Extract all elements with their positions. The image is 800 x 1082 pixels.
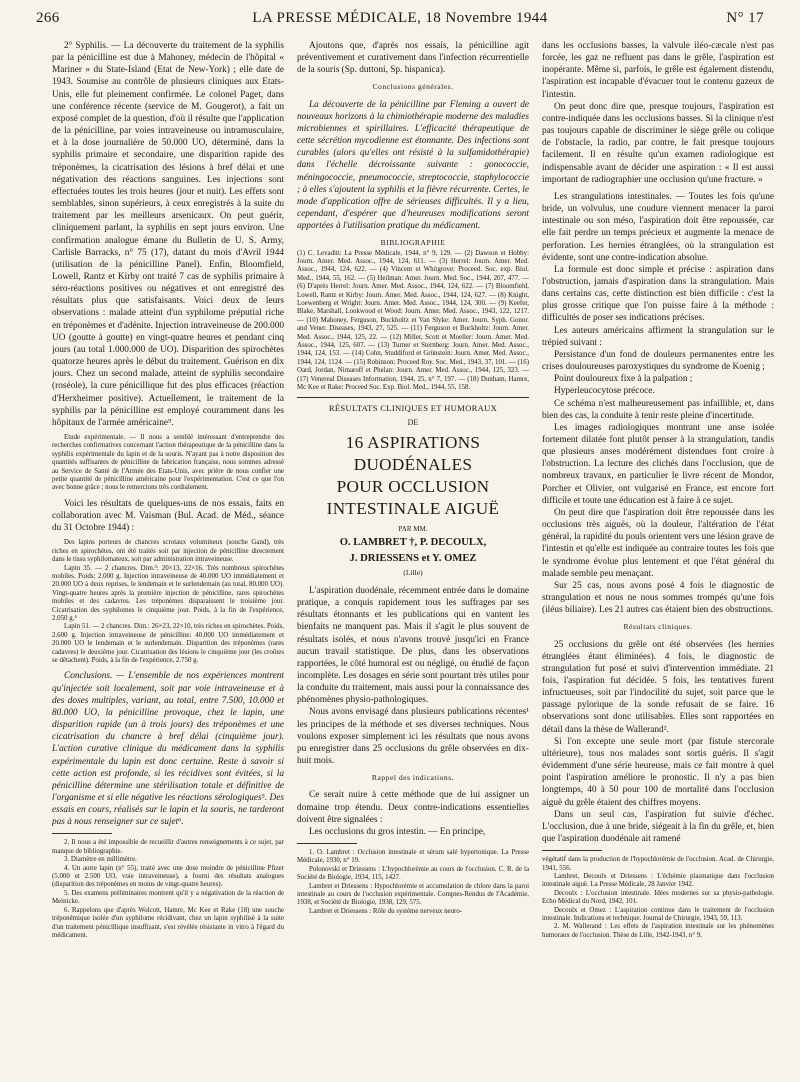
article-location: (Lille) bbox=[403, 567, 423, 577]
article-paragraph: La formule est donc simple et précise : aspiration dans l'obstruction, jamais d'aspiration dans la strangulation. Mais dans certains cas, cette distinction est bien difficile : c'est la plus grosse critique que l'on puisse faire à la méthode : difficultés de poser ses indications précises. bbox=[542, 264, 774, 324]
article-paragraph: Nous avons envisagé dans plusieurs publications récentes¹ les principes de la méthode et ses diverses techniques. Nous voulons exposer simplement ici les résultats que nous avons pu enregistrer dans 25 occlusions du grêle observées en dix-huit mois. bbox=[297, 707, 529, 767]
article-header bbox=[297, 403, 529, 578]
article-paragraph: Les auteurs américains affirment la strangulation sur le trépied suivant : bbox=[542, 325, 774, 348]
footnote: Lambret, Decoulx et Driessens : L'échémie plasmatique dans l'occlusion intestinale aiguë. La Presse Médicale, 28 Janvier 1942. bbox=[542, 872, 774, 889]
article-de: DE bbox=[407, 418, 419, 428]
article-paragraph: Ce serait nuire à cette méthode que de lui assigner un domaine trop étendu. Deux contre-indications essentielles doivent être signalées : bbox=[297, 790, 529, 825]
rabbits-paragraph: Des lapins porteurs de chancres scrotaux volumineux (souche Gand), très riches en spirochètes, ont été traités soit par injection de pénicilline directement dans le tissu syphilomateux, soit par administration intraveineuse. bbox=[52, 539, 284, 564]
article-title-line-2: POUR OCCLUSION bbox=[336, 476, 490, 496]
rabbit-51-paragraph: Lapin 51. — 2 chancres. Dim.: 26×23, 22×10, très riches en spirochètes. Poids, 2.600 g. Injection intraveineuse de pénicilline: 40.000 UO immédiatement et 20.000 UO le lendemain et le surlendemain. Disparition des tréponèmes (rares cadavres) le deuxième jour. Cicatrisation des lésions le cinquième jour (les croûtes se détachent). Poids, à la fin de l'expérience, 2.750 g. bbox=[52, 623, 284, 664]
footnote: 5. Des examens préliminaires montrent qu'il y a négativation de la réaction de Meinicke. bbox=[52, 889, 284, 906]
running-header bbox=[36, 10, 764, 32]
list-item: Point douloureux fixe à la palpation ; bbox=[554, 374, 693, 385]
conclusions-paragraph: Conclusions. — L'ensemble de nos expériences montrent qu'injectée soit localement, soit par voie intraveineuse et à des doses multiples, variant, au total, entre 7.500, 10.000 et 80.000 UO, la pénicilline provoque, chez le lapin, une disparition rapide (un à trois jours) des tréponèmes et une cicatrisation du chancre à bref délai (cinquième jour). L'action curative clinique du médicament dans la syphilis expérimentale du lapin est donc certaine. Reste à savoir si cette action est profonde, si les récidives sont évitées, si la pénicilline détermine une stérilisation totale et définitive de l'organisme et si elle négative les réactions sérologiques⁵. Des essais en cours, réalisés sur le lapin et la souris, ne tarderont pas à nous renseigner sur ce sujet⁶. bbox=[52, 671, 284, 828]
journal-title: LA PRESSE MÉDICALE, 18 Novembre 1944 bbox=[252, 10, 548, 26]
footnote: Decoulx : L'occlusion intestinale. Idées modernes sur sa physio-pathologie. Echo Médical du Nord, 1942, 101. bbox=[542, 889, 774, 906]
issue-number: N° 17 bbox=[726, 10, 764, 26]
article-paragraph: 25 occlusions du grêle ont été observées (les hernies étranglées étant éliminées). 4 fois, le diagnostic de strangulation fut posé et suivi d'intervention immédiate. 21 fois, l'aspiration fut décidée. 5 fois, les tentatives furent infructueuses, soit par l'indocilité du sujet, soit parce que le passage pylorique de la sonde refusait de se faire. 16 observations sont donc utilisables. Elles sont rapportées en détail dans la thèse de Wallerand². bbox=[542, 639, 774, 735]
column-right bbox=[542, 40, 774, 1070]
list-item: Hyperleucocytose précoce. bbox=[554, 386, 655, 397]
footnote: Decoulx et Omez : L'aspiration continue dans le traitement de l'occlusion intestinale. Indications et technique. Journal de Chirurgie, 1943, 59, 113. bbox=[542, 906, 774, 922]
indications-heading: Rappel des indications. bbox=[371, 773, 455, 783]
footnote: 3. Diamètre en millimètre. bbox=[64, 856, 137, 864]
footnote: 2. Il nous a été impossible de recueillir d'autres renseignements à ce sujet, par manque de bibliographie. bbox=[52, 839, 284, 855]
article-paragraph: dans les occlusions basses, la valvule iléo-cæcale n'est pas forcée, les gaz ne refluent pas dans le grêle, l'aspiration est inopérante. Même si, parfois, le grêle est également distendu, l'aspiration est incapable d'évacuer tout le contenu gazeux de l'intestin. bbox=[542, 41, 774, 100]
article-paragraph: L'aspiration duodénale, récemment entrée dans le domaine pratique, a conquis rapidement tous les suffrages par ses résultats étonnants et les publications qui en vantent les bienfaits ne manquent pas. Mais il s'agit le plus souvent de résultats isolés, et nous n'avons trouvé jusqu'ici en France aucun travail statistique. De plus, dans les observations rapportées, le côté humoral est ou négligé, ou étudié de façon incomplète. Les dosages en série sont pourtant très utiles pour la conduite du traitement, mais aussi pour la connaissance des phénomènes physio-pathologiques. bbox=[297, 585, 529, 706]
article-paragraph: Sur 25 cas, nous avons posé 4 fois le diagnostic de strangulation et nous ne nous sommes trompés qu'une fois (iléus biliaire). Les 21 autres cas étaient bien des obstructions. bbox=[542, 580, 774, 616]
general-conclusions-heading: Conclusions générales. bbox=[372, 82, 454, 92]
article-paragraph: On peut donc dire que, presque toujours, l'aspiration est contre-indiquée dans les occlusions basses. Si la clinique n'est pas toujours capable de discriminer le siège grêle ou colique de l'obstacle, la radio, par contre, le fait presque toujours facilement. Il en résulte qu'un examen radiologique est indispensable avant de décider une aspiration : « Il est aussi important de radiographier une occlusion qu'une fracture. » bbox=[542, 101, 774, 185]
page-number: 266 bbox=[36, 10, 60, 26]
article-paragraph: Si l'on excepte une seule mort (par fistule stercorale ultérieure), tous nos malades sont sortis guéris. Il s'agit évidemment d'une série heureuse, mais ce fait montre à quel point l'aspiration améliore le pronostic. Il n'y a pas bien longtemps, 40 à 50 pour 100 de mortalité dans l'occlusion aiguë du grêle étaient des chiffres moyens. bbox=[542, 736, 774, 808]
general-conclusions-text: La découverte de la pénicilline par Fleming a ouvert de nouveaux horizons à la chimiothérapie moderne des maladies microbiennes et spirillaires. L'efficacité thérapeutique de cette sécrétion mycodienne est étonnante. Des infections sont curables (alors qu'elles ont résisté à la sulfamidothérapie) dans l'échelle décroissante suivante : gonococcie, méningococcie, pneumococcie, streptococcie, staphylococcie ; à elles s'ajoutent la syphilis et la fièvre récurrente. Certes, le mode d'application offre de sérieuses difficultés. Il y a lieu, cependant, d'espérer que d'heureuses modifications seront apportées à l'utilisation pratique du médicament. bbox=[297, 99, 529, 232]
results-intro: Voici les résultats de quelques-uns de nos essais, faits en collaboration avec M. Vaisman (Bul. Acad. de Méd., séance du 31 Octobre 1944) : bbox=[52, 498, 284, 534]
article-paragraph: On peut dire que l'aspiration doit être repoussée dans les occlusions très aiguës, où la douleur, l'altération de l'état général, la rapidité du pouls orientent vers une lésion grave de l'intestin et qu'elle est indiquée au contraire toutes les fois que le syndrome évolue plus lentement et que l'état général du malade semble peu menaçant. bbox=[542, 507, 774, 579]
clinical-results-heading: Résultats cliniques. bbox=[623, 622, 693, 632]
footnote: 1. O. Lambret : Occlusion intestinale et sérum salé hypertonique. La Presse Médicale, 1930, n° 19. bbox=[297, 849, 529, 865]
footnote: Lambret et Driessens : Rôle du système nerveux neuro- bbox=[309, 907, 463, 915]
article-paragraph: Les strangulations intestinales. — Toutes les fois qu'une bride, un volvulus, une coudure viennent menacer la paroi intestinale ou son méso, l'aspiration doit être repoussée, car elle fait perdre un temps précieux et augmente la menace de perforation. Les hernies étranglées, où la strangulation est évidente, sont une contre-indication absolue. bbox=[542, 191, 774, 263]
bibliography-list: (1) C. Levaditi: La Presse Médicale, 1944, n° 9, 129. — (2) Dawson et Hobby: Journ. Amer. Med. Assoc., 1944, 124, 611. — (3) Herrel: Journ. Amer. Med. Assoc., 1944, 124, 622. — (4) Vincent et Whitgrove: Proceed. Soc. exp. Biol. Med., 1944, 55, 162. — (5) Heilman: Amer. Journ. Med. Soc., 1944, 207, 477. — (6) D'après Herrel: Journ. Amer. Med. Assoc., 1944, 124, 622. — (7) Bloomfield, Lowell, Rantz et Kirby: Journ. Amer. Med. Assoc., 1944, 124, 627. — (8) Knight, Loewenberg et Wright: Journ. Amer. Med. Assoc., 1944, 124, 300. — (9) Keefer, Blake, Marshall, Lookwood et Wood: Journ. Amer. Med. Assoc., 1943, 122, 1217. — (10) Mahoney, Ferguson, Buckholtz et Van Slyke: Amer. Journ. Syph. Gonor. and Vener. Diseases, 1943, 27, 525. — (11) Ferguson et Buckholtz: Journ. Amer. Med. Assoc., 1944, 125, 22. — (12) Miller, Scott et Moeller: Journ. Amer. Med. Assoc., 1944, 125, 607. — (13) Turner et Sternberg: Journ. Amer. Med. Assoc., 1944, 124, 153. — (14) Cohn, Studdiford et Grünstein: Journ. Amer. Med. Assoc., 1944, 124, 1124. — (15) Robinson: Proceed Roy. Soc. Med., 1943, 37, 101. — (16) Oard, Jordan, Nimaroff et Phelan: Journ. Amer. Med. Assoc., 1944, 125, 323. — (17) Venereal Diseases Information, 1944, 25, n° 7, 197. — (18) Dunham, Hamre, Mc Kee et Rake: Proceed Soc. Exp. Biol. Med., 1944, 55, 158. bbox=[297, 249, 529, 391]
list-item: Persistance d'un fond de douleurs permanentes entre les crises douloureuses paroxystiques du syndrome de Koenig ; bbox=[542, 349, 774, 373]
footnote: 4. Un autre lapin (n° 55), traité avec une dose moindre de pénicilline Pfizer (5.000 et 2.500 UO, voie intraveineuse), a fourni des résultats analogues (disparition des tréponèmes en moins de vingt-quatre heures). bbox=[52, 864, 284, 889]
article-paragraph: Ce schéma n'est malheureusement pas infaillible, et, dans bien des cas, la conduite à tenir reste pleine d'incertitude. bbox=[542, 398, 774, 421]
article-authors-line-2: J. DRIESSENS et Y. OMEZ bbox=[349, 552, 477, 564]
footnote: 6. Rappelons que d'après Wolcott, Hamre, Mc Kee et Rake (18) une souche tréponémique isolée d'un syphilome récidivant, chez un lapin syphilisé à la suite d'un traitement pénicillique insuffisant, s'est révélée résistante in vitro à l'égard du médicament. bbox=[52, 906, 284, 939]
article-paragraph: Les images radiologiques montrant une anse isolée fortement dilatée font plutôt penser à la strangulation, tandis que plusieurs anses modérément distendues font croire à l'obstruction. La lecture des clichés dans l'occlusion, que de nombreux travaux, en particulier le livre récent de Mondor, Porcher et Olivier, ont vulgarisé en France, est encore fort difficile et toute une éducation est à faire à ce sujet. bbox=[542, 422, 774, 506]
syphilis-paragraph: 2° Syphilis. — La découverte du traitement de la syphilis par la pénicilline est due à Mahoney, médecin de l'hôpital « Mariner » du State-Island (Etat de New-York) ; elle date de 1943. Soumise au contrôle de plusieurs cliniques aux Etats-Unis, elle fut pleinement confirmée. Le colonel Paget, dans une conférence récente (service de M. Gougerot), a fait un exposé complet de la question, d'où il résulte que l'application de la pénicilline, par voies intraveineuse ou intramusculaire, et à la dose journalière de 50.000 UO, déterminé, dans la syphilis primaire et secondaire, une disparition rapide des tréponèmes, la cicatrisation des lésions à bref délai et une négativation des réactions sanguines. Les injections sont effectuées toutes les trois heures (jour et nuit). Les effets sont semblables, sinon supérieurs, à ceux enregistrés à la suite du traitement par les meilleurs arsenicaux. On peut guérir, cliniquement parlant, la syphilis en sept jours environ. Une confirmation analogue émane du Bulletin de U. S. Army, Carlisle Barracks, n° 75 (17), datant du mois d'Avril 1944 (utilisation de la pénicilline Panel). Enfin, Bloomfield, Lowell, Rantz et Kirby ont traité 7 cas de syphilis primaire à séro-réactions positives ou négatives et ont enregistré des résultats plus que satisfaisants. Voici deux de leurs observations : malade atteint d'un syphilome préputial riche en tréponèmes et d'adénite. Injection intraveineuse de 200.000 UO (goutte à goutte) en vingt-quatre heures et pendant cinq jours (au total 1.000.000 de UO). Disparition des spirochètes quatorze heures après le début du traitement. Guérison en dix jours. Chez un second malade, atteint de syphilis secondaire (roséole), la cure pénicillique fut des plus efficaces (réaction d'Herxheimer positive). Actuellement, le traitement de la syphilis par la pénicilline est employé couramment dans les hôpitaux de l'armée américaine⁹. bbox=[52, 41, 284, 428]
article-par: PAR MM. bbox=[398, 524, 428, 533]
article-paragraph: Dans un seul cas, l'aspiration fut suivie d'échec. L'occlusion, due à une bride, siégeait à la fin du grêle, et, bien que l'aspiration duodénale ait ramené bbox=[542, 809, 774, 844]
intro-paragraph: Ajoutons que, d'après nos essais, la pénicilline agit préventivement et curativement dans l'infection récurrentielle de la souris (Sp. duttoni, Sp. hispanica). bbox=[297, 41, 529, 76]
rabbit-35-paragraph: Lapin 35. — 2 chancres. Dim.³: 20×13, 22×16. Très nombreux spirochètes mobiles. Poids: 2.000 g. Injection intraveineuse de 40.000 UO immédiatement et 20.000 UO à deux reprises, le lendemain et le surlendemain (au total, 80.000 UO). Vingt-quatre heures après la première injection de pénicilline, rares spirochètes mobiles et des cadavres. Les tréponèmes disparaissent le troisième jour. Cicatrisation des syphilomes le cinquième jour. Poids, à la fin de l'expérience, 2.050 g.⁴ bbox=[52, 564, 284, 622]
footnote: végétatif dans la production de l'hypochlorémie de l'occlusion. Acad. de Chirurgie, 1941, 556. bbox=[542, 856, 774, 872]
footnote: Lambret et Driessens : Hypochlorémie et accumulation de chlore dans la paroi intestinale au cours de l'occlusion expérimentale. Comptes-Rendus de l'Académie, 1938, et Société de Biologie, 1938, 129, 575. bbox=[297, 882, 529, 907]
article-title-line-3: INTESTINALE AIGUË bbox=[326, 498, 500, 518]
column-left bbox=[52, 40, 284, 1070]
experimental-study-paragraph: Etude expérimentale. — Il nous a semblé intéressant d'entreprendre des recherches confirmatives concernant l'action thérapeutique de la pénicilline dans la syphilis expérimentale du lapin et de la souris. N'ayant pas à notre disposition des quantités suffisantes de pénicilline de fabrication française, nous sommes adressé au Service de Santé de l'Armée des Etats-Unis, avec prière de nous confier une petite quantité de pénicilline américaine pour l'expérimentation. C'est ce que l'on avec bonne grâce ; nous le remercions très cordialement. bbox=[52, 434, 284, 492]
article-paragraph: Les occlusions du gros intestin. — En principe, bbox=[309, 826, 486, 837]
bibliography-heading: BIBLIOGRAPHIE bbox=[380, 238, 446, 248]
article-authors-line-1: O. LAMBRET †, P. DECOULX, bbox=[339, 536, 487, 548]
footnote: Polonovski et Driessens : L'hypochlorémie au cours de l'occlusion. C. R. de la Société de Biologie, 1934, 115, 1427. bbox=[297, 865, 529, 882]
footnote: 2. M. Wallerand : Les effets de l'aspiration intestinale sur les phénomènes humoraux de l'occlusion. Thèse de Lille, 1942-1943, n° 9. bbox=[542, 923, 774, 939]
article-kicker: RÉSULTATS CLINIQUES ET HUMORAUX bbox=[328, 403, 498, 414]
column-middle bbox=[297, 40, 529, 1070]
article-title-line-1: 16 ASPIRATIONS DUODÉNALES bbox=[345, 432, 481, 474]
